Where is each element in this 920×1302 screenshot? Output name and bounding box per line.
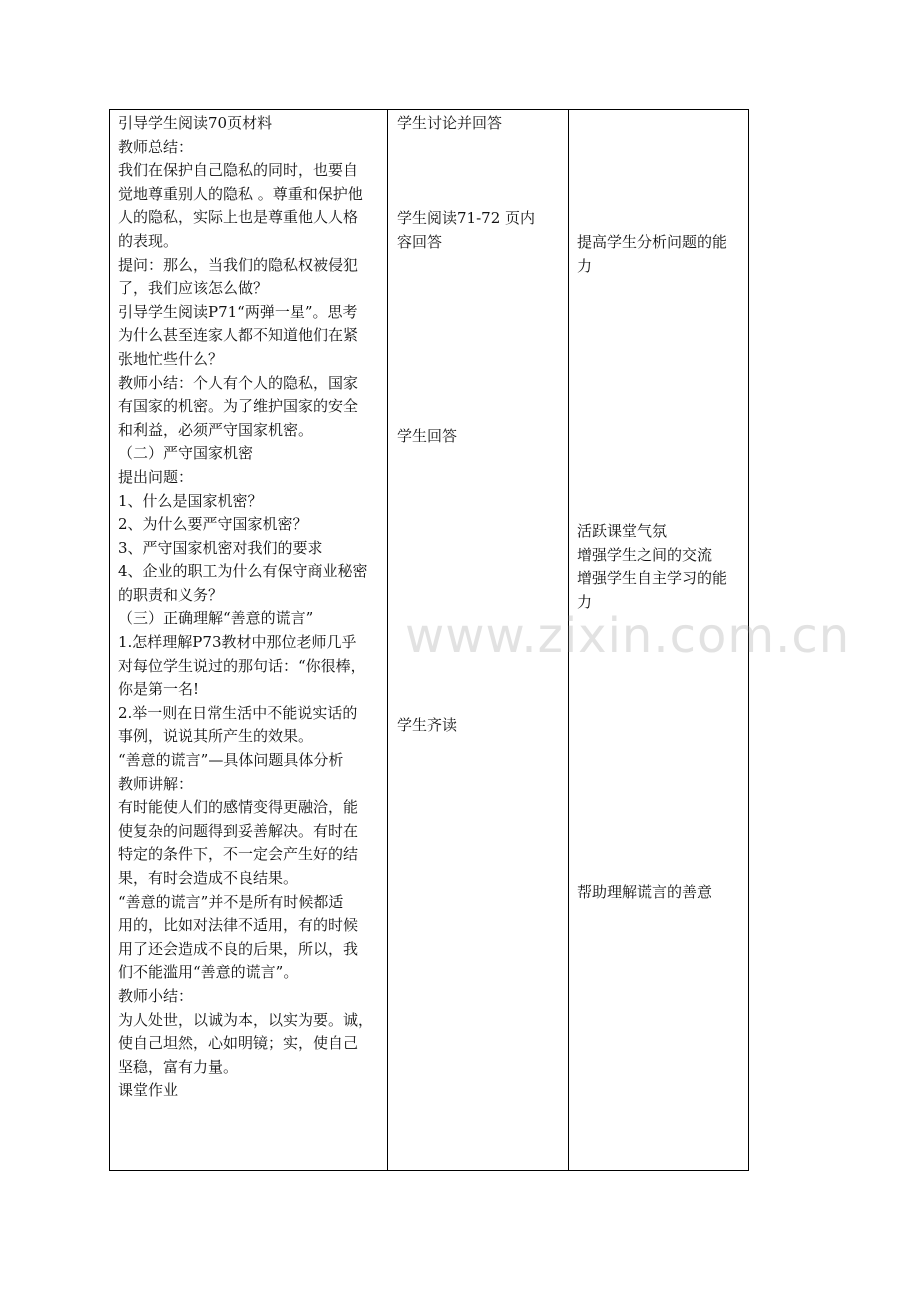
teacher-activity-line: 提出问题： [118,467,194,486]
teacher-activity-line: 1、什么是国家机密？ [118,491,263,510]
teacher-activity-line: 为什么甚至连家人都不知道他们在紧 [118,326,359,345]
teacher-activity-line: 教师总结： [118,137,194,156]
teacher-activity-line: 和利益，必须严守国家机密。 [118,420,314,439]
teacher-activity-line: “善意的谎言”—具体问题具体分析 [118,751,344,770]
teacher-activity-line: 教师小结： [118,986,194,1005]
teacher-activity-line: 2.举一则在日常生活中不能说实话的 [118,703,358,722]
teacher-activity-line: 张地忙些什么？ [118,349,224,368]
teacher-activity-line: 人的隐私，实际上也是尊重他人人格 [118,208,359,227]
watermark: www.zixin.com.cn [405,608,851,664]
teacher-activity-line: 事例，说说其所产生的效果。 [118,727,314,746]
teacher-activity-line: 使复杂的问题得到妥善解决。有时在 [118,821,359,840]
teacher-activity-line: 有时能使人们的感情变得更融洽，能 [118,798,359,817]
intent-3: 帮助理解谎言的善意 [577,883,713,901]
teacher-activity-line: 有国家的机密。为了维护国家的安全 [118,397,359,416]
teacher-activity-line: 你是第一名! [118,680,200,699]
teacher-activity-line: 使自己坦然，心如明镜；实，使自己 [118,1034,359,1053]
intent-1-line2: 力 [577,257,593,275]
teacher-activity-line: 3、严守国家机密对我们的要求 [118,538,323,557]
column-divider [387,110,388,1170]
intent-2-line3: 增强学生自主学习的能 [577,569,728,587]
teacher-activity-line: 引导学生阅读70页材料 [118,114,273,132]
teacher-activity-line: （二）严守国家机密 [118,444,254,463]
teacher-activity-line: 4、企业的职工为什么有保守商业秘密 [118,562,368,581]
teacher-activity-line: 1.怎样理解P73教材中那位老师几乎 [118,633,357,652]
student-activity-2-line2: 容回答 [397,233,443,251]
student-activity-2-line1: 学生阅读71-72 页内 [397,209,536,227]
teacher-activity-line: 对每位学生说过的那句话：“你很棒， [118,656,366,675]
teacher-activity-line: 觉地尊重别人的隐私 。尊重和保护他 [118,184,363,203]
teacher-activity-line: 特定的条件下，不一定会产生好的结 [118,845,359,864]
teacher-activity-line: 教师讲解： [118,774,194,793]
intent-2-line4: 力 [577,593,593,611]
student-activity-3: 学生回答 [397,427,458,445]
teacher-activity-line: 坚稳，富有力量。 [118,1057,239,1076]
teacher-activity-line: 用的，比如对法律不适用，有的时候 [118,916,359,935]
intent-1-line1: 提高学生分析问题的能 [577,233,728,251]
teacher-activity-line: 提问：那么，当我们的隐私权被侵犯 [118,255,359,274]
teacher-activity-line: 果，有时会造成不良结果。 [118,869,299,887]
student-activity-4: 学生齐读 [397,716,458,734]
teacher-activity-line: 引导学生阅读P71“两弹一星”。思考 [118,302,358,321]
teacher-activity-line: （三）正确理解“善意的谎言” [118,609,314,628]
teacher-activity-line: 2、为什么要严守国家机密？ [118,515,308,534]
teacher-activity-line: 为人处世，以诚为本，以实为要。诚， [118,1010,374,1029]
teacher-activity-line: 的表现。 [118,231,179,250]
student-activity-1: 学生讨论并回答 [397,114,503,132]
intent-2-line1: 活跃课堂气氛 [577,522,668,540]
teacher-activity-line: 教师小结：个人有个人的隐私，国家 [118,373,359,392]
teacher-activity-line: 我们在保护自己隐私的同时，也要自 [118,161,359,180]
teacher-activity-line: “善意的谎言”并不是所有时候都适 [118,892,344,911]
intent-2-line2: 增强学生之间的交流 [577,546,713,564]
teacher-activity-line: 了，我们应该怎么做？ [118,279,269,298]
teacher-activity-line: 们不能滥用“善意的谎言”。 [118,963,299,982]
teacher-activity-line: 课堂作业 [118,1081,179,1100]
teacher-activity-line: 的职责和义务？ [118,585,224,604]
teacher-activity-line: 用了还会造成不良的后果，所以，我 [118,939,359,958]
teacher-activity-column [118,112,386,1103]
